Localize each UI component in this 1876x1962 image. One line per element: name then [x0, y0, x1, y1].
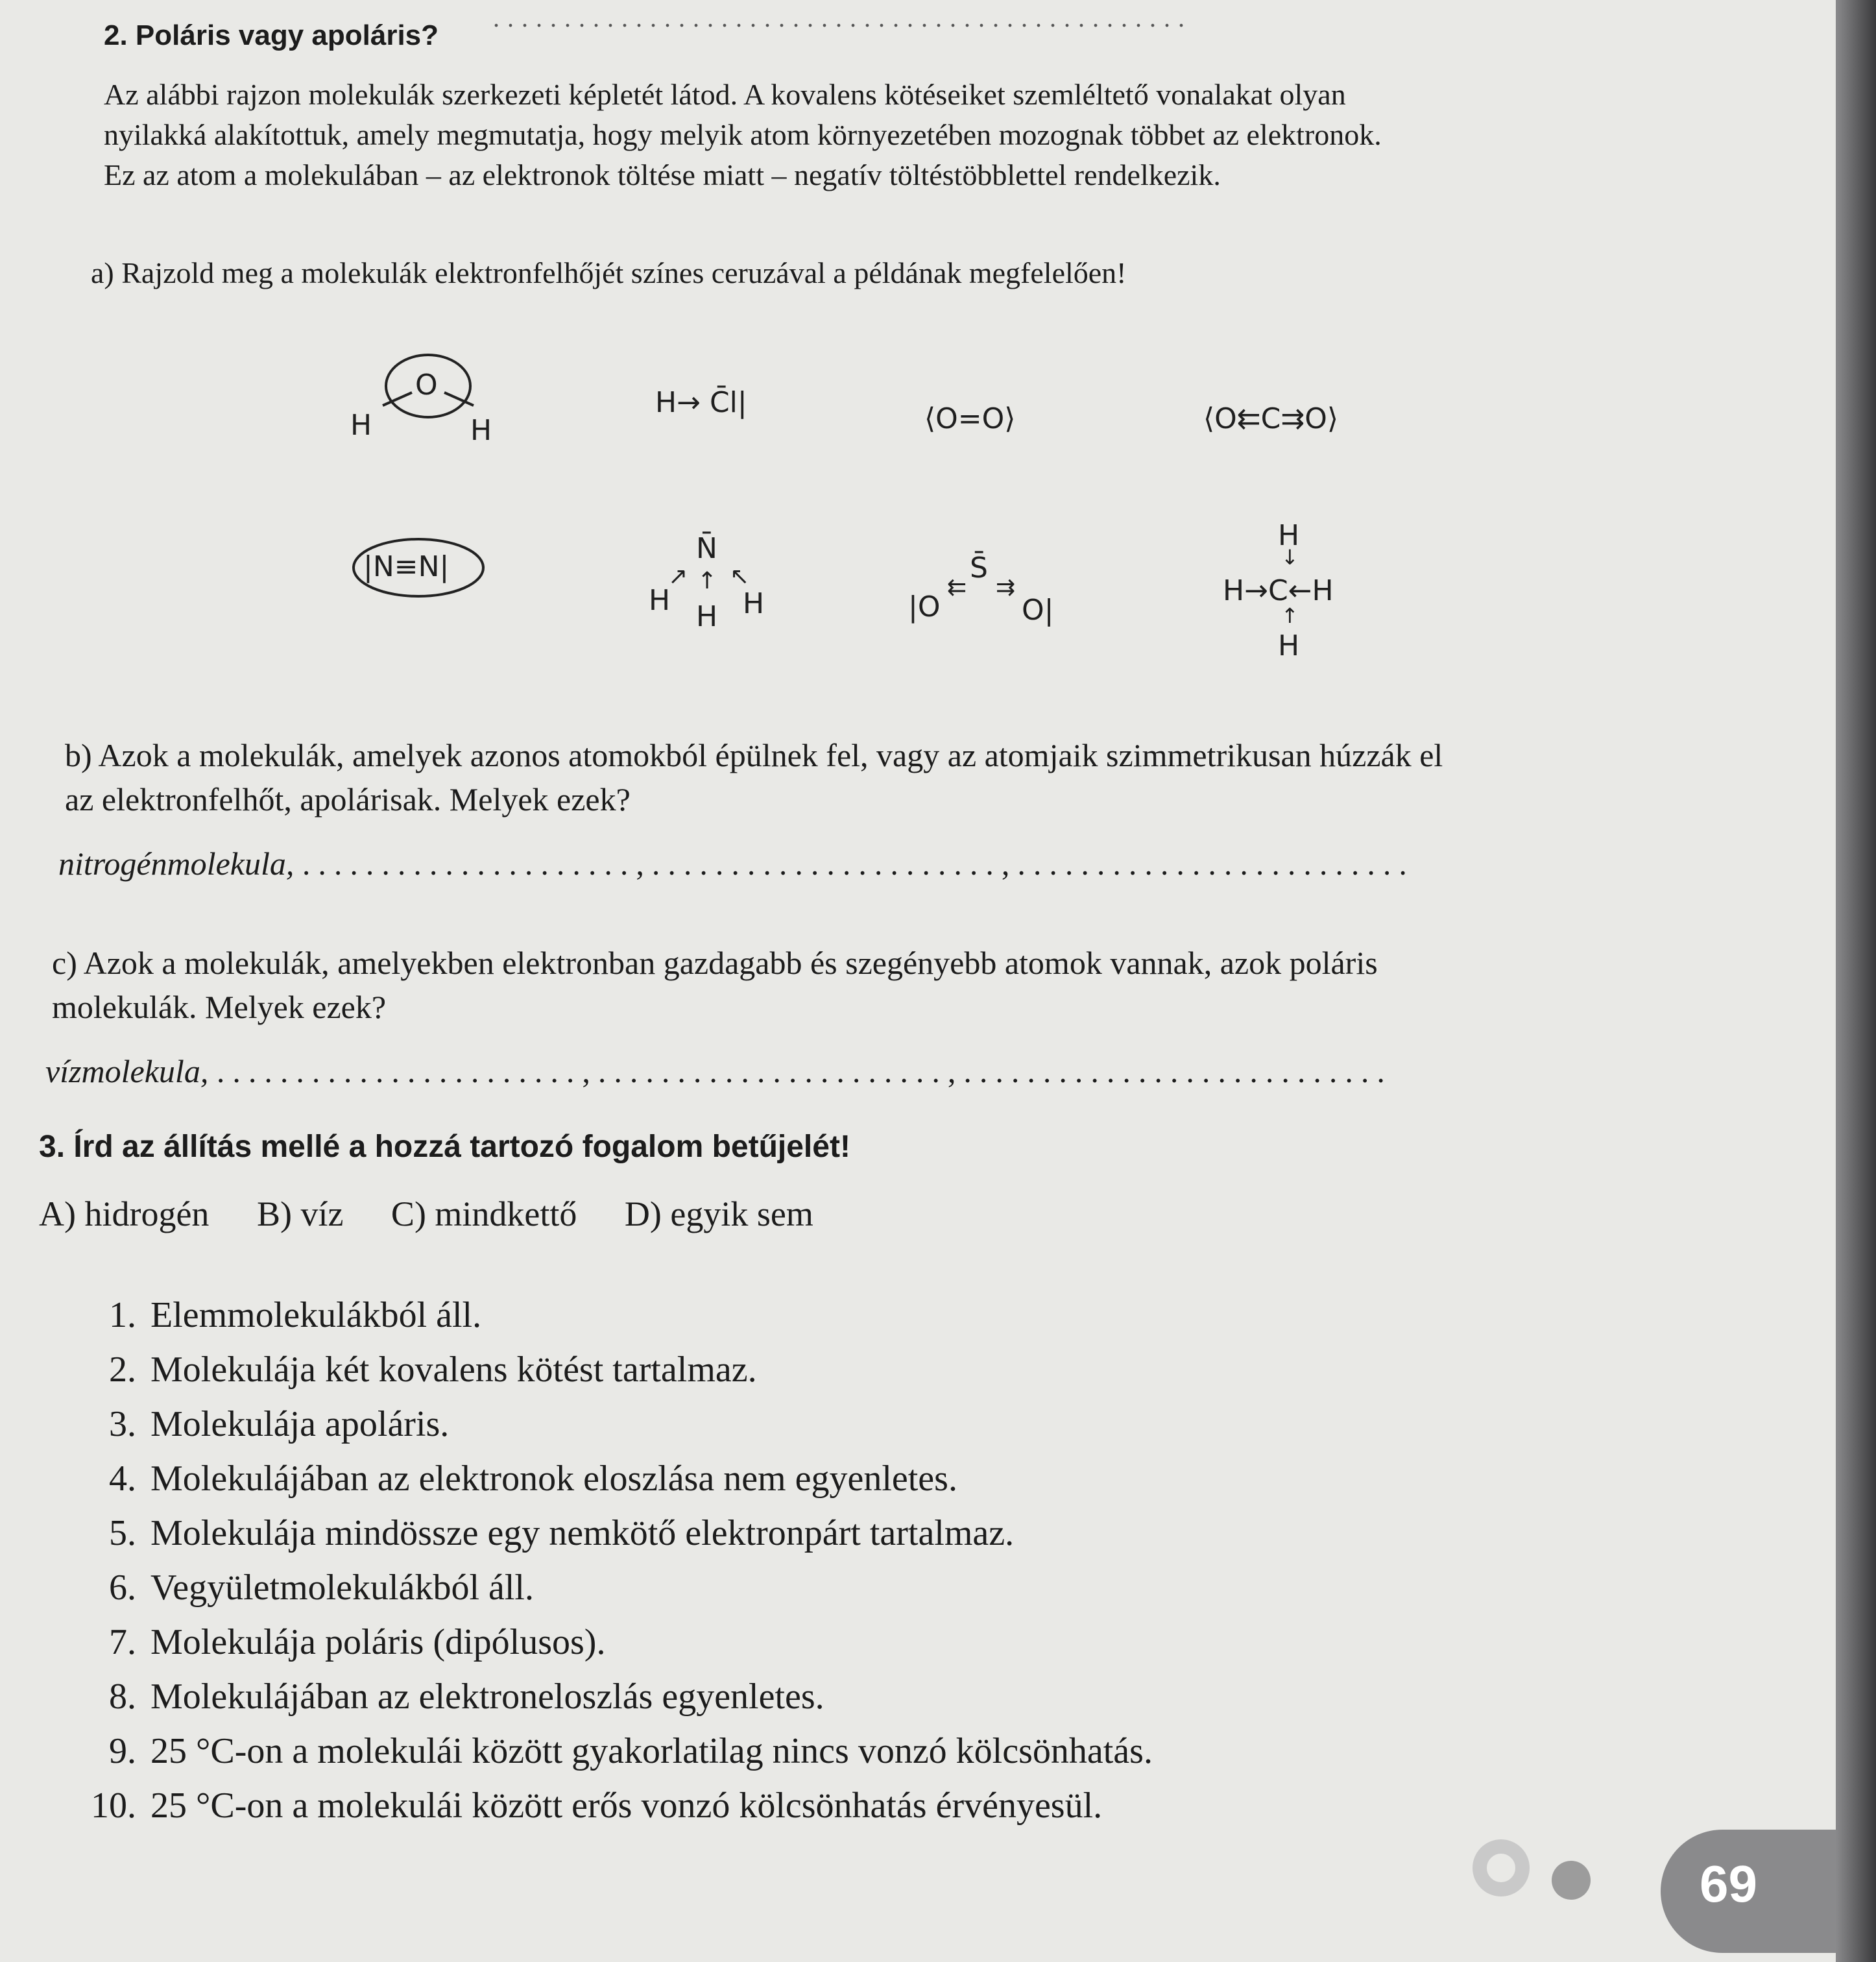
list-item — [78, 1560, 1153, 1615]
answer-c-blank[interactable]: .......................,......................,........................... — [216, 1053, 1393, 1089]
water-o: O — [415, 369, 438, 402]
top-dotted-line: ................................................. — [493, 3, 1192, 32]
list-item — [78, 1506, 1153, 1560]
ch4-h-top: H — [1278, 519, 1300, 552]
task-c-line: c) Azok a molekulák, amelyekben elektronban gazdagabb és szegényebb atomok vannak, azok poláris — [52, 945, 1378, 981]
ch4-center-row: H→C←H — [1223, 574, 1334, 607]
list-item — [78, 1451, 1153, 1506]
item-text: Molekulája poláris (dipólusos). — [150, 1622, 606, 1662]
so2-arrow-right: ⇉ — [996, 574, 1016, 601]
list-item — [78, 1615, 1153, 1669]
item-number: 2. — [109, 1350, 136, 1390]
item-number: 1. — [109, 1295, 136, 1335]
item-text: Molekulája két kovalens kötést tartalmaz. — [150, 1350, 757, 1390]
item-text: Molekulája mindössze egy nemkötő elektronpárt tartalmaz. — [150, 1513, 1015, 1553]
task-c-line: molekulák. Melyek ezek? — [52, 989, 387, 1025]
item-text: Vegyületmolekulákból áll. — [150, 1568, 534, 1608]
item-text: Molekulájában az elektronok eloszlása nem egyenletes. — [150, 1459, 957, 1499]
option-c: C) mindkettő — [391, 1194, 577, 1233]
so2-arrow-left: ⇇ — [947, 574, 967, 601]
item-number: 10. — [91, 1786, 136, 1826]
nh3-h-left: H — [649, 584, 671, 617]
item-text: 25 °C-on a molekulái között erős vonzó kölcsönhatás érvényesül. — [150, 1786, 1103, 1826]
section-3-title: 3. Írd az állítás mellé a hozzá tartozó fogalom betűjelét! — [39, 1130, 850, 1164]
hcl-molecule: H→ C̄l| — [655, 386, 747, 419]
intro-line: nyilakká alakítottuk, amely megmutatja, hogy melyik atom környezetében mozognak többet az elektronok. — [104, 118, 1382, 151]
nh3-h-right: H — [743, 587, 765, 620]
item-text: 25 °C-on a molekulái között gyakorlatilag nincs vonzó kölcsönhatás. — [150, 1731, 1153, 1771]
item-number: 9. — [109, 1731, 136, 1771]
item-number: 3. — [109, 1404, 136, 1444]
item-number: 6. — [109, 1568, 136, 1608]
nh3-arrows: ↑ — [697, 568, 717, 594]
task-b — [65, 733, 1443, 821]
answer-c-start: vízmolekula, — [45, 1053, 209, 1089]
item-text: Elemmolekulákból áll. — [150, 1295, 482, 1335]
section-2-intro — [104, 75, 1648, 195]
intro-line: Ez az atom a molekulában – az elektronok töltése miatt – negatív töltéstöbblettel rendelkezik. — [104, 158, 1221, 191]
ch4-arrow-bottom: ↑ — [1281, 603, 1299, 628]
task-b-line: b) Azok a molekulák, amelyek azonos atomokból épülnek fel, vagy az atomjaik szimmetrikusan húzzák el — [65, 737, 1443, 773]
task-a: a) Rajzold meg a molekulák elektronfelhőjét színes ceruzával a példának megfelelően! — [91, 256, 1127, 289]
option-b: B) víz — [256, 1194, 344, 1233]
list-item — [78, 1669, 1153, 1724]
item-text: Molekulájában az elektroneloszlás egyenletes. — [150, 1677, 824, 1717]
list-item — [78, 1342, 1153, 1397]
list-item — [78, 1778, 1153, 1833]
nh3-h-bottom: H — [696, 600, 718, 633]
co2-molecule: ⟨O⇇C⇉O⟩ — [1203, 402, 1339, 435]
item-number: 5. — [109, 1513, 136, 1553]
decorative-ring-icon — [1473, 1839, 1530, 1896]
ch4-h-bottom: H — [1278, 629, 1300, 662]
list-item — [78, 1724, 1153, 1778]
answer-b-blank[interactable]: .....................,......................,......................... — [302, 845, 1415, 882]
item-number: 8. — [109, 1677, 136, 1717]
decorative-dot-icon — [1552, 1861, 1591, 1900]
nh3-arrow-left: ↗ — [668, 563, 688, 590]
item-number: 7. — [109, 1622, 136, 1662]
page-edge-shadow — [1836, 0, 1876, 1962]
so2-o-right: O| — [1022, 594, 1054, 627]
answer-c-line[interactable] — [45, 1051, 1393, 1091]
task-c — [52, 941, 1378, 1029]
section-3-options — [39, 1194, 852, 1234]
answer-b-start: nitrogénmolekula, — [58, 845, 295, 882]
ch4-arrow-top: ↓ — [1281, 545, 1299, 570]
so2-o-left: |O — [908, 590, 941, 624]
nh3-n: N̄ — [696, 532, 717, 565]
statement-list — [78, 1288, 1153, 1833]
list-item — [78, 1288, 1153, 1342]
task-b-line: az elektronfelhőt, apolárisak. Melyek ezek? — [65, 781, 631, 818]
n2-molecule: |N≡N| — [363, 550, 450, 583]
list-item — [78, 1397, 1153, 1451]
answer-b-line[interactable] — [58, 843, 1415, 884]
nh3-arrow-right: ↖ — [730, 563, 750, 590]
so2-s: S̄ — [970, 551, 988, 585]
water-h-left: H — [350, 409, 372, 442]
intro-line: Az alábbi rajzon molekulák szerkezeti képletét látod. A kovalens kötéseiket szemléltető vonalakat olyan — [104, 78, 1346, 111]
page-number: 69 — [1700, 1855, 1757, 1913]
water-h-right: H — [470, 414, 492, 447]
section-2-title: 2. Poláris vagy apoláris? — [104, 19, 439, 51]
o2-molecule: ⟨O=O⟩ — [924, 402, 1016, 435]
item-number: 4. — [109, 1459, 136, 1499]
option-a: A) hidrogén — [39, 1194, 210, 1233]
option-d: D) egyik sem — [624, 1194, 813, 1233]
item-text: Molekulája apoláris. — [150, 1404, 450, 1444]
